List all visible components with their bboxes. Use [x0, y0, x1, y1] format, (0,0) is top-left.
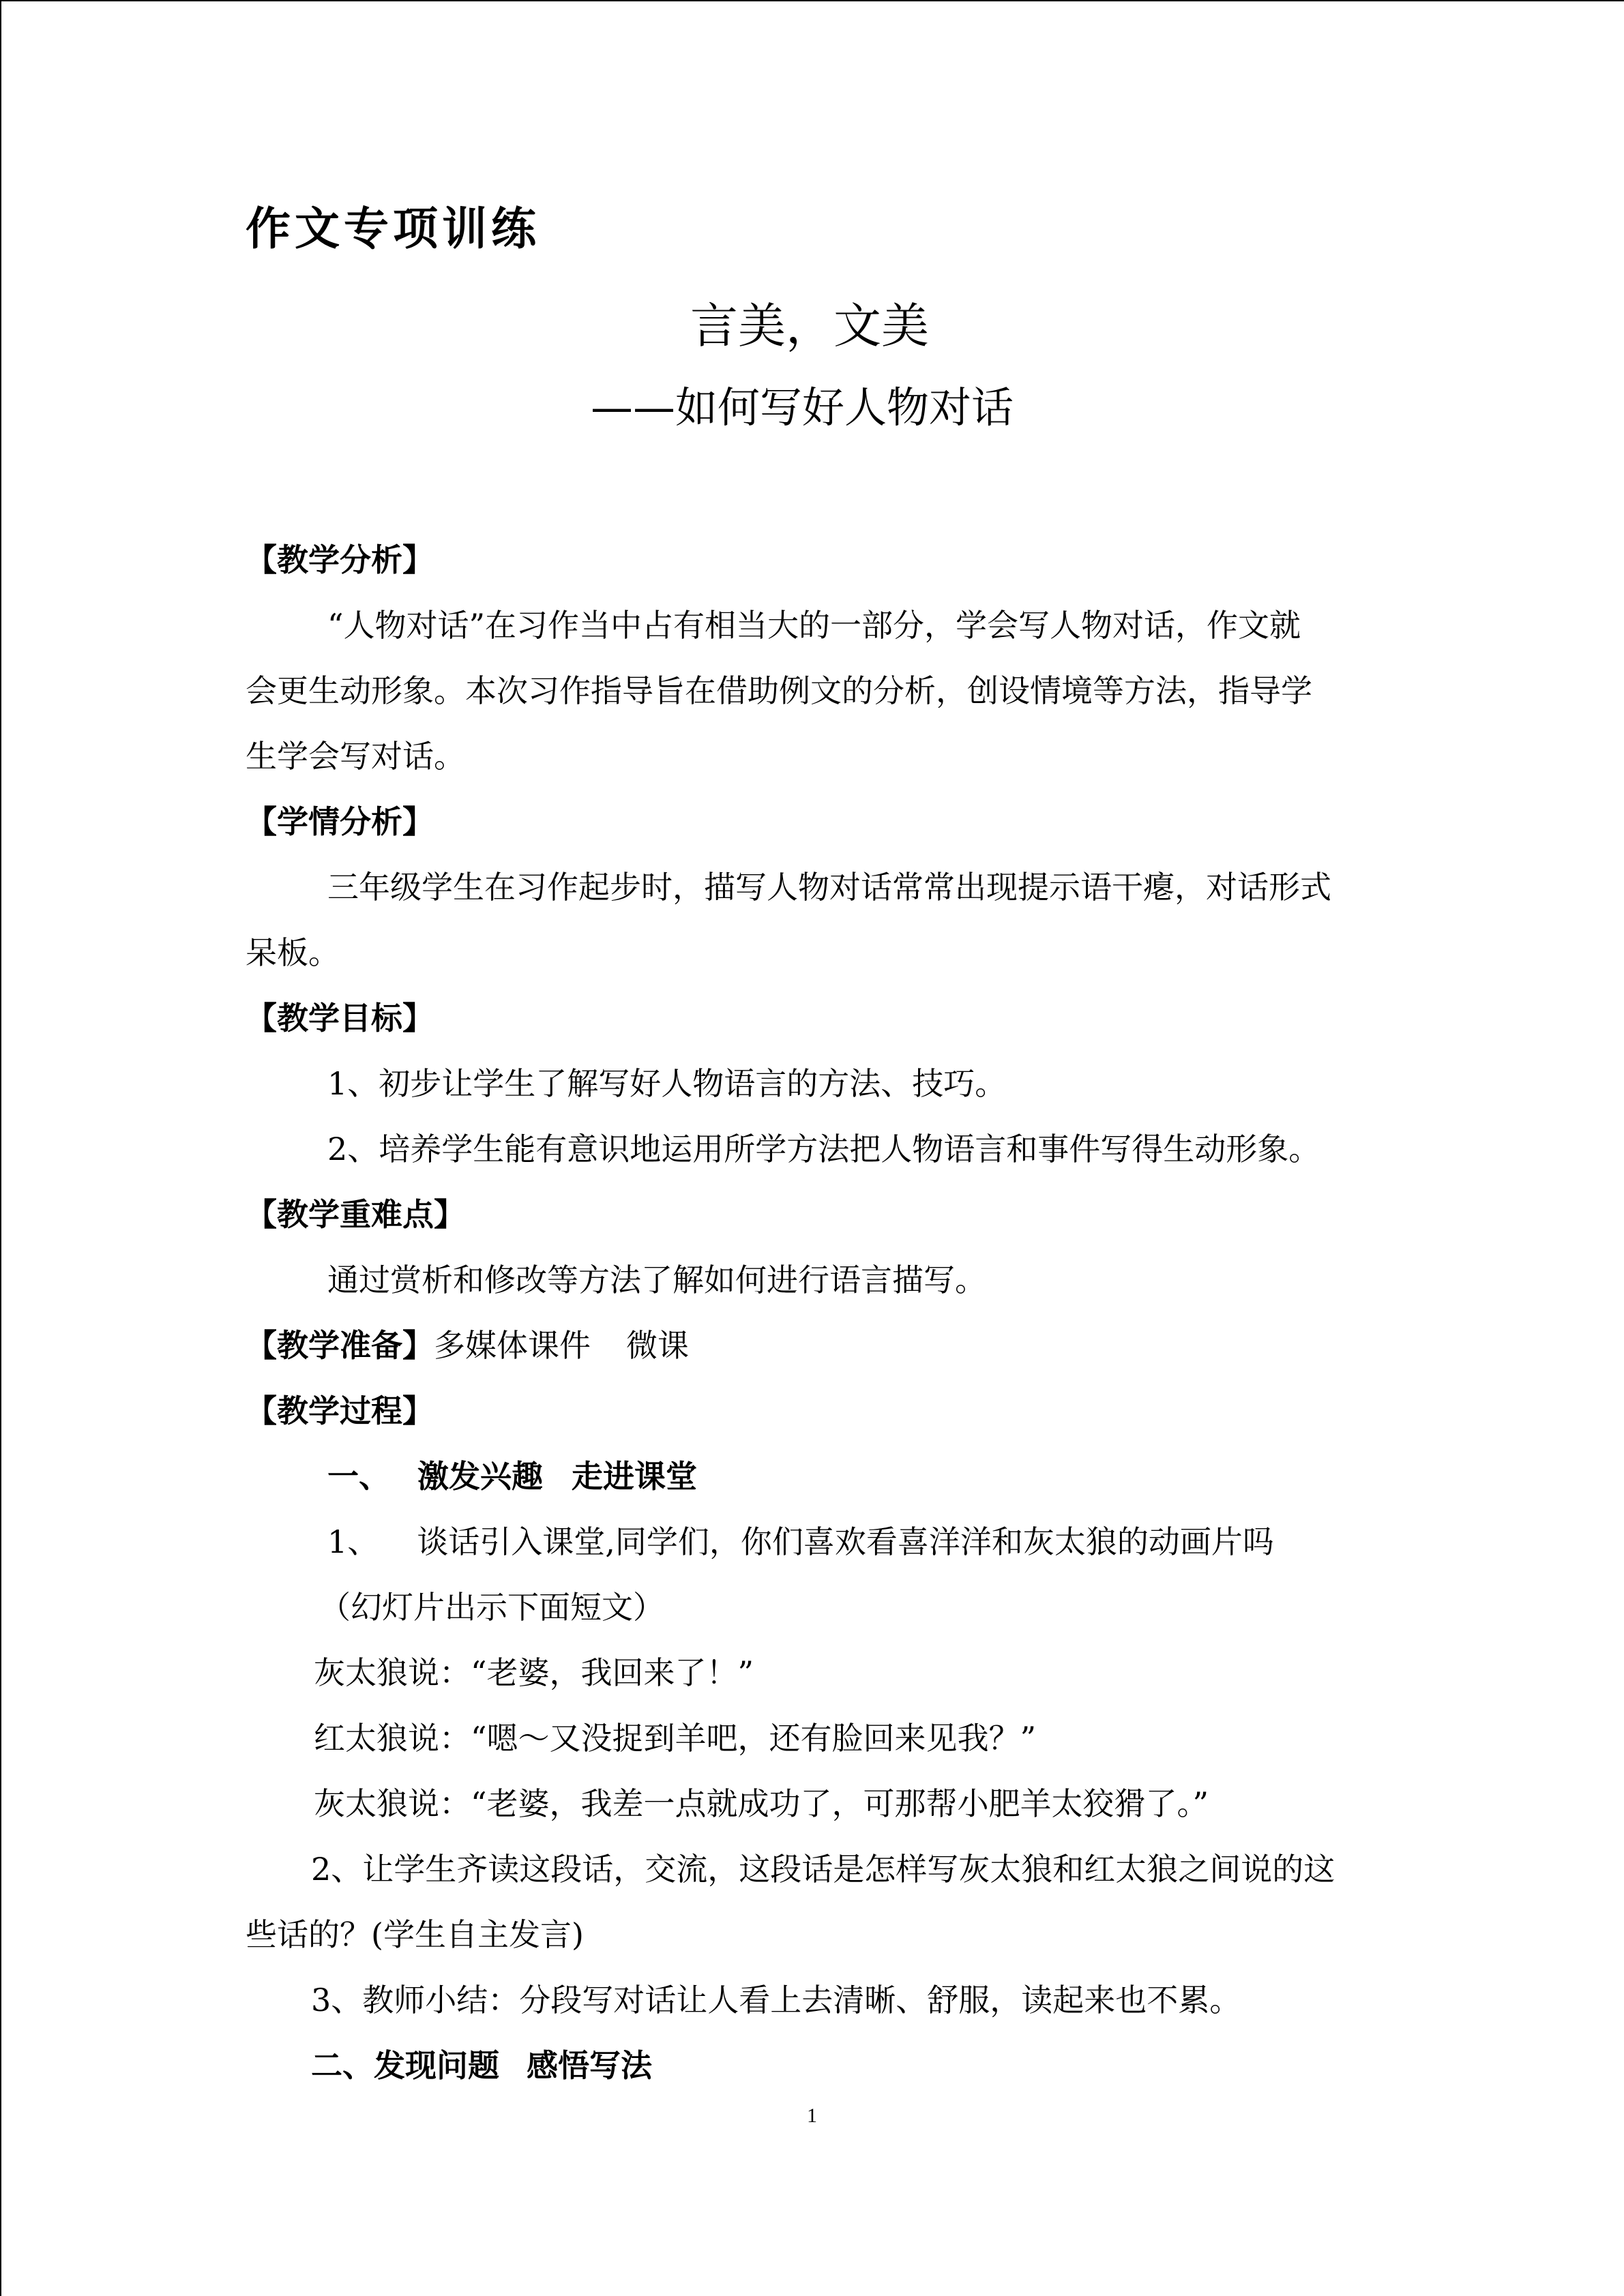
learner-line: 三年级学生在习作起步时，描写人物对话常常出现提示语干瘪，对话形式 [327, 869, 1331, 906]
process-step1 [327, 1521, 1274, 1562]
heading-analysis: 【教学分析】 [246, 541, 434, 578]
page-number: 1 [807, 2104, 817, 2127]
process-part1-heading [327, 1456, 697, 1497]
part1-title: 激发兴趣 [417, 1458, 543, 1495]
part2-title: 二、发现问题 [311, 2047, 499, 2084]
step2-line: 些话的？(学生自主发言) [246, 1916, 584, 1953]
learner-line: 呆板。 [246, 934, 340, 971]
heading-goals: 【教学目标】 [246, 1000, 434, 1037]
dialogue-line: 红太狼说：“嗯～又没捉到羊吧，还有脸回来见我？” [314, 1720, 1037, 1757]
analysis-line: 生学会写对话。 [246, 738, 465, 775]
preparation-item: 多媒体课件 [434, 1327, 591, 1364]
goal-item: 2、培养学生能有意识地运用所学方法把人物语言和事件写得生动形象。 [327, 1131, 1320, 1167]
heading-preparation: 【教学准备】 [246, 1327, 434, 1364]
heading-key-points: 【教学重难点】 [246, 1196, 465, 1233]
analysis-line: 会更生动形象。本次习作指导旨在借助例文的分析，创设情境等方法，指导学 [246, 672, 1312, 709]
heading-learner: 【学情分析】 [246, 803, 434, 840]
goal-item: 1、初步让学生了解写好人物语言的方法、技巧。 [327, 1065, 1007, 1102]
part1-title: 走进课堂 [572, 1458, 697, 1495]
page-subtitle: ——如何写好人物对话 [591, 383, 1014, 432]
analysis-line: “人物对话”在习作当中占有相当大的一部分，学会写人物对话，作文就 [327, 607, 1301, 644]
step1-number: 1、 [327, 1523, 379, 1560]
step1-text: 谈话引入课堂,同学们，你们喜欢看喜洋洋和灰太狼的动画片吗 [417, 1523, 1274, 1560]
part1-number: 一、 [327, 1458, 390, 1495]
dialogue-line: 灰太狼说：“老婆，我差一点就成功了，可那帮小肥羊太狡猾了。” [314, 1785, 1209, 1822]
step3-line: 3、教师小结：分段写对话让人看上去清晰、舒服，读起来也不累。 [311, 1982, 1241, 2018]
part2-title: 感悟写法 [527, 2047, 652, 2084]
page-title: 言美，文美 [690, 298, 929, 354]
heading-process: 【教学过程】 [246, 1392, 434, 1429]
process-part2-heading [311, 2045, 652, 2086]
step2-line: 2、让学生齐读这段话，交流，这段话是怎样写灰太狼和红太狼之间说的这 [311, 1851, 1335, 1888]
dialogue-line: 灰太狼说：“老婆，我回来了！” [314, 1654, 754, 1691]
series-title: 作文专项训练 [246, 202, 540, 255]
preparation-line [246, 1325, 689, 1366]
preparation-item: 微课 [626, 1327, 689, 1364]
key-points-text: 通过赏析和修改等方法了解如何进行语言描写。 [327, 1262, 986, 1298]
slide-note: （幻灯片出示下面短文） [319, 1589, 664, 1626]
